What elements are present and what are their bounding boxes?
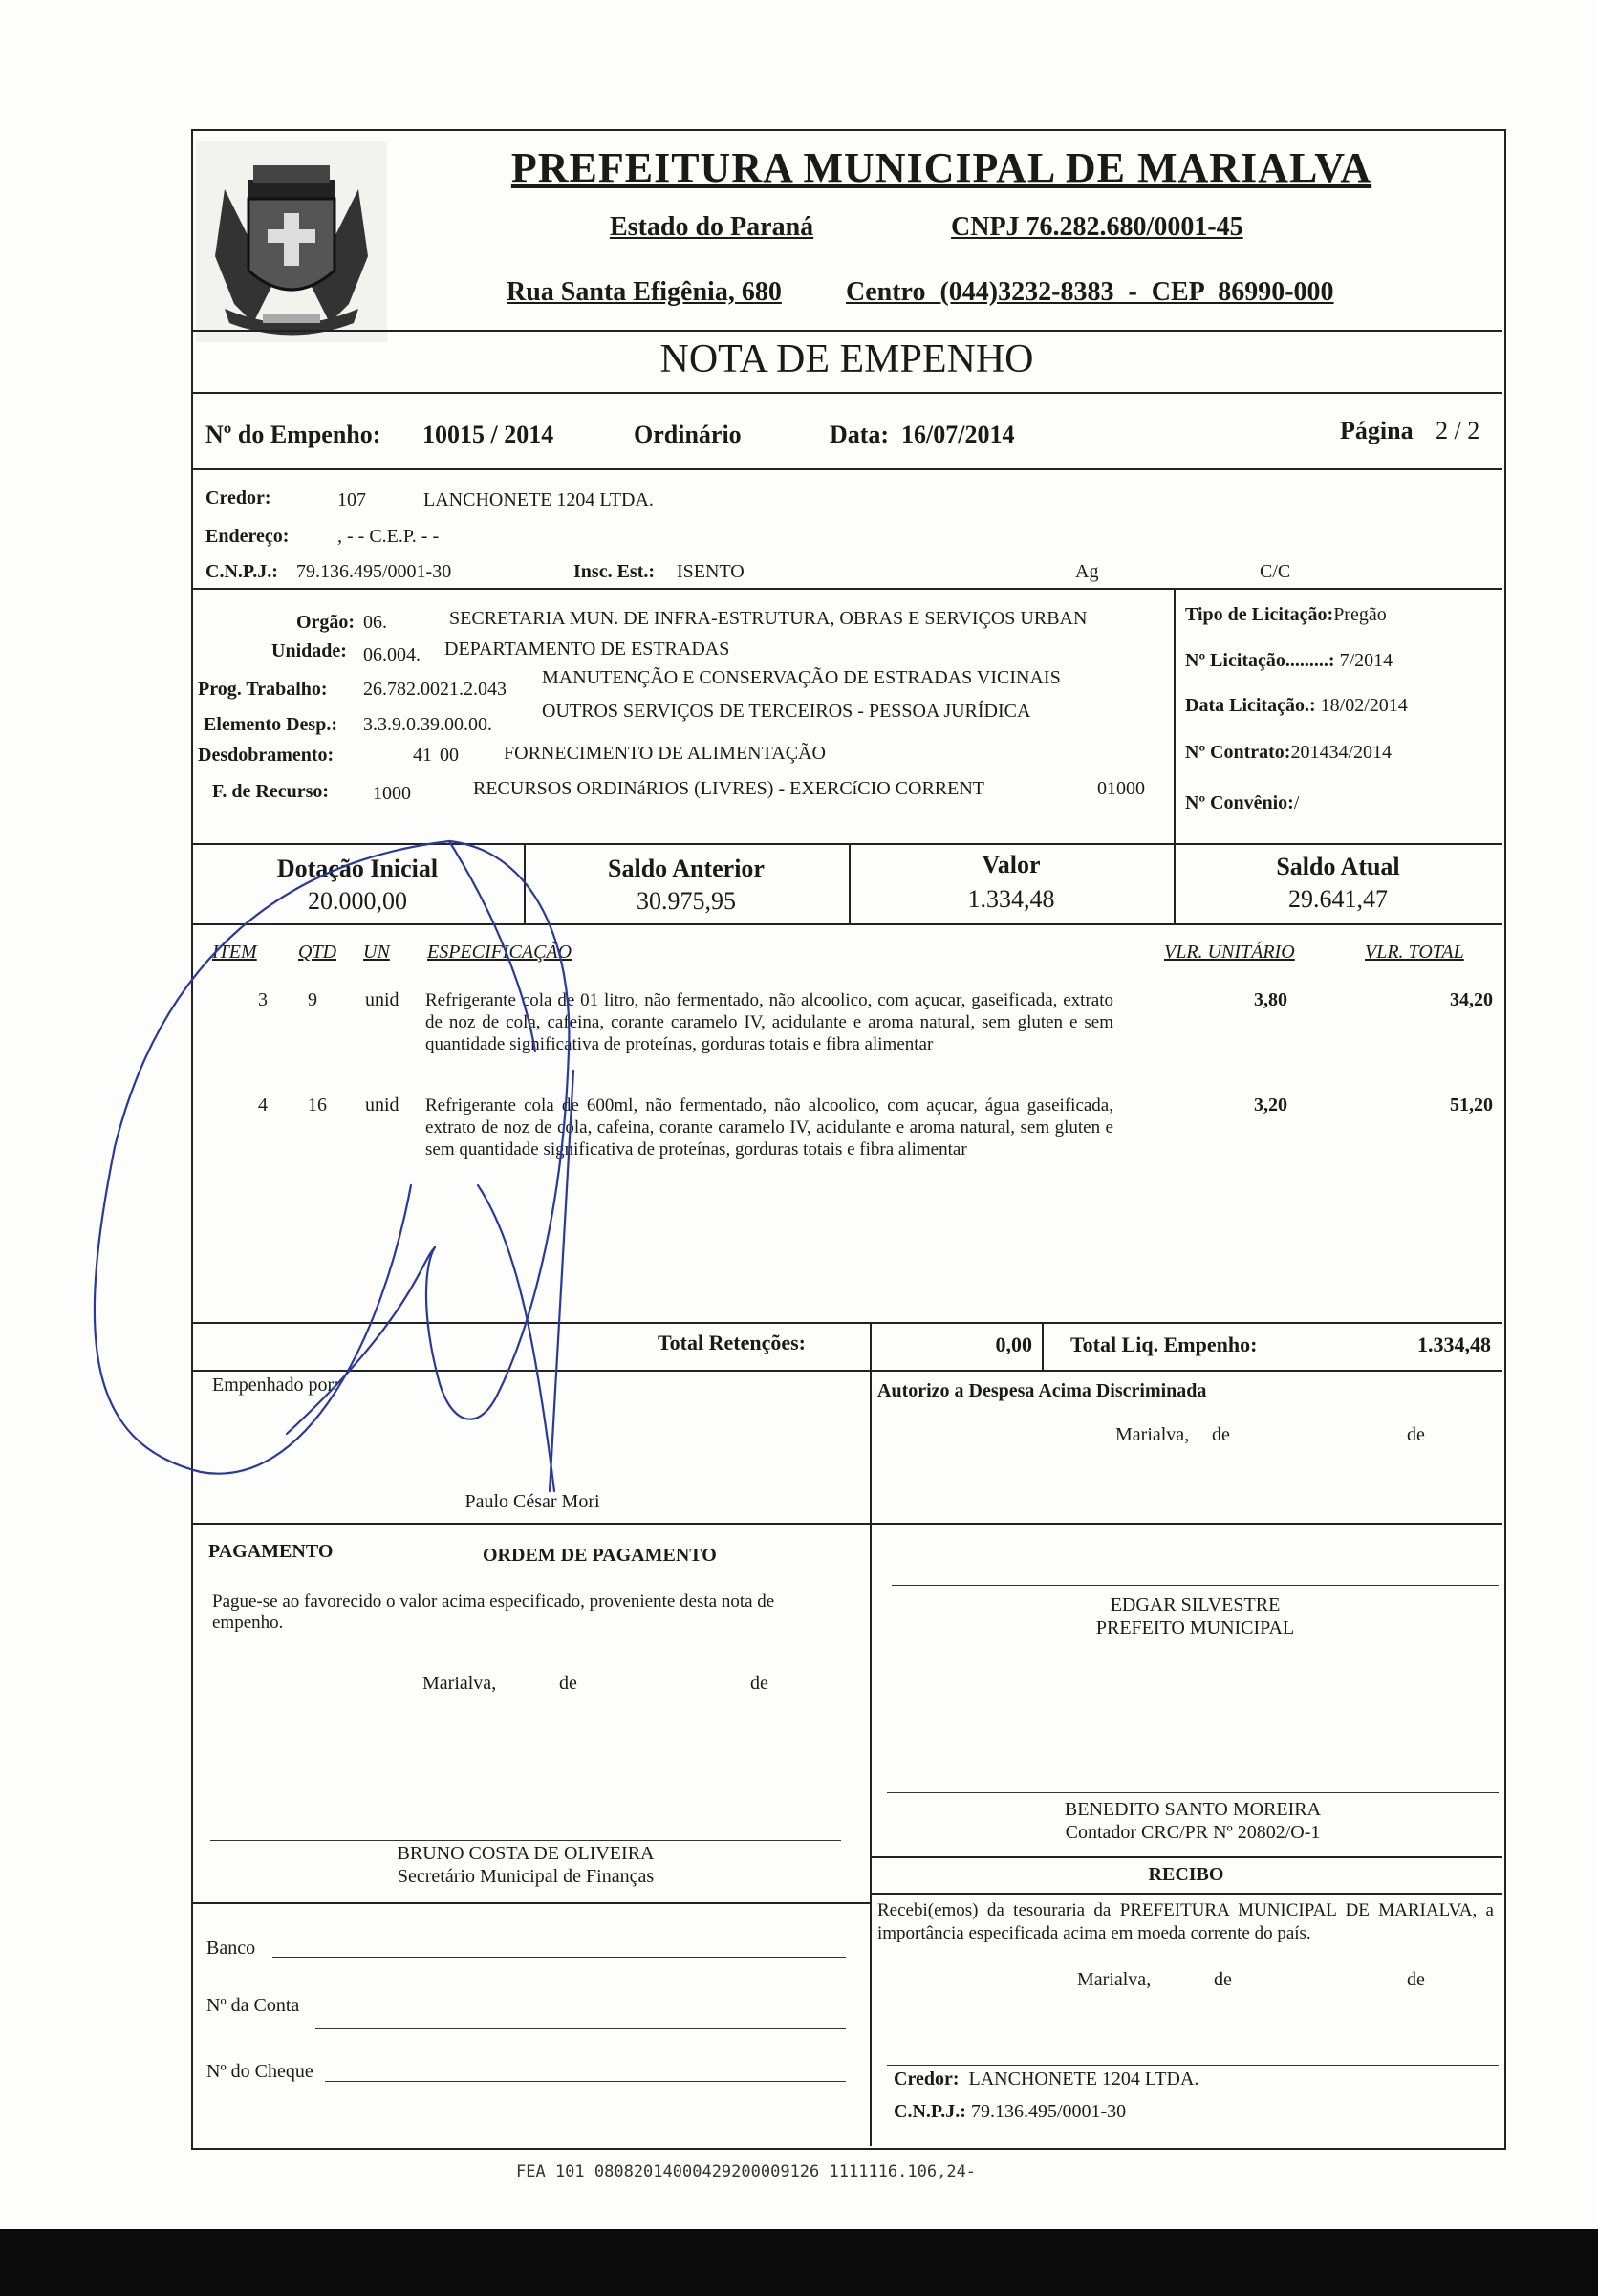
recibo-cnpj-value: 79.136.495/0001-30 bbox=[970, 2101, 1127, 2122]
recibo-credor-value: LANCHONETE 1204 LTDA. bbox=[968, 2069, 1199, 2090]
item-desc: Refrigerante cola de 01 litro, não fermentado, não alcoolico, com açucar, gaseificada, extrato de noz de cola, cafeina, corante caramelo IV, acidulante e aroma natural, sem gluten e sem quantidade significativa de proteínas, gorduras totais e fibra alimentar bbox=[425, 990, 1113, 1054]
unidade-code: 06.004. bbox=[363, 644, 421, 665]
item-unit-value: 3,80 bbox=[1254, 989, 1287, 1010]
insc-value: ISENTO bbox=[677, 561, 745, 582]
rec-desc: RECURSOS ORDINáRIOS (LIVRES) - EXERCíCIO CORRENT bbox=[473, 778, 985, 799]
autorizo-label: Autorizo a Despesa Acima Discriminada bbox=[877, 1380, 1207, 1401]
desd-desc: FORNECIMENTO DE ALIMENTAÇÃO bbox=[504, 743, 826, 764]
data-value: 16/07/2014 bbox=[901, 421, 1015, 448]
item-desc: Refrigerante cola de 600ml, não fermentado, não alcoolico, com açucar, água gaseificada, extrato de noz de cola, cafeina, corante caramelo IV, acidulante e aroma natural, sem gluten e sem quantidade significativa de proteínas, gorduras totais e fibra alimentar bbox=[425, 1095, 1113, 1159]
elem-label: Elemento Desp.: bbox=[204, 714, 337, 735]
unidade-desc: DEPARTAMENTO DE ESTRADAS bbox=[444, 639, 730, 660]
rec-code: 1000 bbox=[373, 783, 411, 804]
item-qtd: 9 bbox=[308, 989, 317, 1010]
autorizo-city: Marialva, bbox=[1115, 1424, 1190, 1445]
data-label: Data: bbox=[830, 421, 890, 448]
empenho-number: 10015 / 2014 bbox=[422, 421, 554, 448]
recibo-cnpj-label: C.N.P.J.: bbox=[894, 2101, 966, 2122]
saldo-atual-value: 29.641,47 bbox=[1288, 885, 1388, 913]
total-retencoes-label: Total Retenções: bbox=[658, 1331, 806, 1354]
ordem-pagamento-label: ORDEM DE PAGAMENTO bbox=[483, 1545, 717, 1566]
cnpj-label: C.N.P.J.: bbox=[205, 561, 278, 582]
secretario-name: BRUNO COSTA DE OLIVEIRA bbox=[397, 1843, 655, 1864]
saldo-anterior-value: 30.975,95 bbox=[637, 887, 736, 915]
num-licitacao-label: Nº Licitação.........: bbox=[1185, 650, 1335, 671]
secretario-role: Secretário Municipal de Finanças bbox=[397, 1866, 655, 1887]
header-title: PREFEITURA MUNICIPAL DE MARIALVA bbox=[510, 144, 1372, 191]
tipo-licitacao-label: Tipo de Licitação: bbox=[1185, 604, 1334, 625]
item-total-value: 51,20 bbox=[1450, 1094, 1493, 1116]
contrato-label: Nº Contrato: bbox=[1185, 742, 1291, 763]
unidade-label: Unidade: bbox=[271, 640, 347, 661]
contrato-value: 201434/2014 bbox=[1290, 742, 1393, 763]
endereco-value: , - - C.E.P. - - bbox=[337, 526, 440, 547]
prog-desc: MANUTENÇÃO E CONSERVAÇÃO DE ESTRADAS VICINAIS bbox=[542, 667, 1061, 688]
prog-label: Prog. Trabalho: bbox=[198, 679, 328, 700]
item-number: 3 bbox=[258, 989, 268, 1010]
recibo-title: RECIBO bbox=[1148, 1864, 1224, 1885]
header-address: Rua Santa Efigênia, 680 bbox=[507, 277, 782, 307]
elem-code: 3.3.9.0.39.00.00. bbox=[363, 714, 492, 735]
dotacao-label: Dotação Inicial bbox=[276, 855, 439, 882]
empenho-type: Ordinário bbox=[634, 421, 742, 448]
scan-border bbox=[0, 2229, 1598, 2296]
recibo-text: Recebi(emos) da tesouraria da PREFEITURA MUNICIPAL DE MARIALVA, a importância especificada acima em moeda corrente do país. bbox=[877, 1900, 1494, 1943]
orgao-desc: SECRETARIA MUN. DE INFRA-ESTRUTURA, OBRAS E SERVIÇOS URBAN bbox=[449, 608, 1088, 629]
pagamento-city: Marialva, bbox=[422, 1673, 497, 1694]
autorizo-de2: de bbox=[1407, 1424, 1425, 1445]
cheque-label: Nº do Cheque bbox=[206, 2061, 313, 2082]
doc-title: NOTA DE EMPENHO bbox=[659, 337, 1034, 381]
pagamento-de1: de bbox=[559, 1673, 577, 1694]
item-number: 4 bbox=[258, 1094, 268, 1116]
prefeito-name: EDGAR SILVESTRE bbox=[1110, 1594, 1281, 1615]
col-item-header: ITEM bbox=[212, 942, 257, 963]
recibo-credor-label: Credor: bbox=[894, 2069, 960, 2090]
col-vlr-unitario-header: VLR. UNITÁRIO bbox=[1164, 942, 1295, 963]
col-especificacao-header: ESPECIFICAÇÃO bbox=[427, 942, 572, 963]
credor-code: 107 bbox=[337, 489, 366, 510]
data-licitacao-value: 18/02/2014 bbox=[1320, 695, 1408, 716]
tipo-licitacao-value: Pregão bbox=[1333, 604, 1387, 625]
empenhado-por-label: Empenhado por: bbox=[212, 1375, 339, 1396]
pagamento-text: Pague-se ao favorecido o valor acima especificado, proveniente desta nota de empenho. bbox=[212, 1592, 775, 1633]
recibo-city: Marialva, bbox=[1077, 1969, 1152, 1990]
pagina-label: Página bbox=[1340, 417, 1414, 444]
ag-label: Ag bbox=[1075, 561, 1099, 582]
contador-name: BENEDITO SANTO MOREIRA bbox=[1064, 1799, 1322, 1820]
banco-label: Banco bbox=[206, 1938, 256, 1959]
item-un: unid bbox=[365, 989, 400, 1010]
num-licitacao-value: 7/2014 bbox=[1339, 650, 1393, 671]
item-un: unid bbox=[365, 1094, 400, 1116]
credor-name: LANCHONETE 1204 LTDA. bbox=[423, 489, 654, 510]
total-retencoes-value: 0,00 bbox=[995, 1332, 1032, 1356]
convenio-value: / bbox=[1293, 792, 1300, 813]
contador-role: Contador CRC/PR Nº 20802/O-1 bbox=[1065, 1822, 1321, 1843]
rec-label: F. de Recurso: bbox=[212, 781, 330, 802]
item-qtd: 16 bbox=[308, 1094, 327, 1116]
dotacao-value: 20.000,00 bbox=[308, 887, 407, 915]
recibo-de2: de bbox=[1407, 1969, 1425, 1990]
empenho-label: Nº do Empenho: bbox=[205, 421, 381, 448]
insc-label: Insc. Est.: bbox=[573, 561, 656, 582]
item-total-value: 34,20 bbox=[1450, 989, 1493, 1010]
header-cnpj: CNPJ 76.282.680/0001-45 bbox=[951, 212, 1243, 242]
saldo-anterior-label: Saldo Anterior bbox=[608, 855, 765, 882]
pagamento-label: PAGAMENTO bbox=[208, 1541, 334, 1562]
footer-code: FEA 101 08082014000429200009126 1111116.106,24- bbox=[516, 2162, 977, 2181]
pagina-value: 2 / 2 bbox=[1436, 417, 1480, 444]
endereco-label: Endereço: bbox=[205, 526, 290, 547]
orgao-label: Orgão: bbox=[296, 612, 356, 633]
prefeito-role: PREFEITO MUNICIPAL bbox=[1095, 1617, 1295, 1638]
rec-code2: 01000 bbox=[1097, 778, 1145, 799]
elem-desc: OUTROS SERVIÇOS DE TERCEIROS - PESSOA JURÍDICA bbox=[542, 701, 1031, 722]
total-liq-value: 1.334,48 bbox=[1417, 1332, 1491, 1356]
recibo-de1: de bbox=[1214, 1969, 1232, 1990]
valor-value: 1.334,48 bbox=[967, 885, 1055, 913]
total-liq-label: Total Liq. Empenho: bbox=[1070, 1332, 1258, 1356]
empenhado-por-name: Paulo César Mori bbox=[464, 1491, 600, 1512]
desd-code2: 00 bbox=[440, 745, 459, 766]
header-district-phone-cep: Centro (044)3232-8383 - CEP 86990-000 bbox=[846, 277, 1334, 307]
prog-code: 26.782.0021.2.043 bbox=[363, 679, 507, 700]
autorizo-de1: de bbox=[1212, 1424, 1230, 1445]
credor-label: Credor: bbox=[205, 487, 271, 509]
header-state: Estado do Paraná bbox=[610, 212, 814, 242]
cc-label: C/C bbox=[1260, 561, 1291, 582]
col-vlr-total-header: VLR. TOTAL bbox=[1365, 942, 1464, 963]
desd-label: Desdobramento: bbox=[198, 745, 335, 766]
col-qtd-header: QTD bbox=[298, 942, 337, 963]
valor-label: Valor bbox=[982, 851, 1041, 878]
pagamento-de2: de bbox=[750, 1673, 768, 1694]
saldo-atual-label: Saldo Atual bbox=[1276, 853, 1400, 880]
conta-label: Nº da Conta bbox=[206, 1995, 300, 2016]
item-unit-value: 3,20 bbox=[1254, 1094, 1287, 1116]
desd-code1: 41 bbox=[413, 745, 432, 766]
col-un-header: UN bbox=[363, 942, 390, 963]
cnpj-value: 79.136.495/0001-30 bbox=[296, 561, 452, 582]
convenio-label: Nº Convênio: bbox=[1185, 792, 1294, 813]
orgao-code: 06. bbox=[363, 612, 387, 633]
data-licitacao-label: Data Licitação.: bbox=[1185, 695, 1316, 716]
